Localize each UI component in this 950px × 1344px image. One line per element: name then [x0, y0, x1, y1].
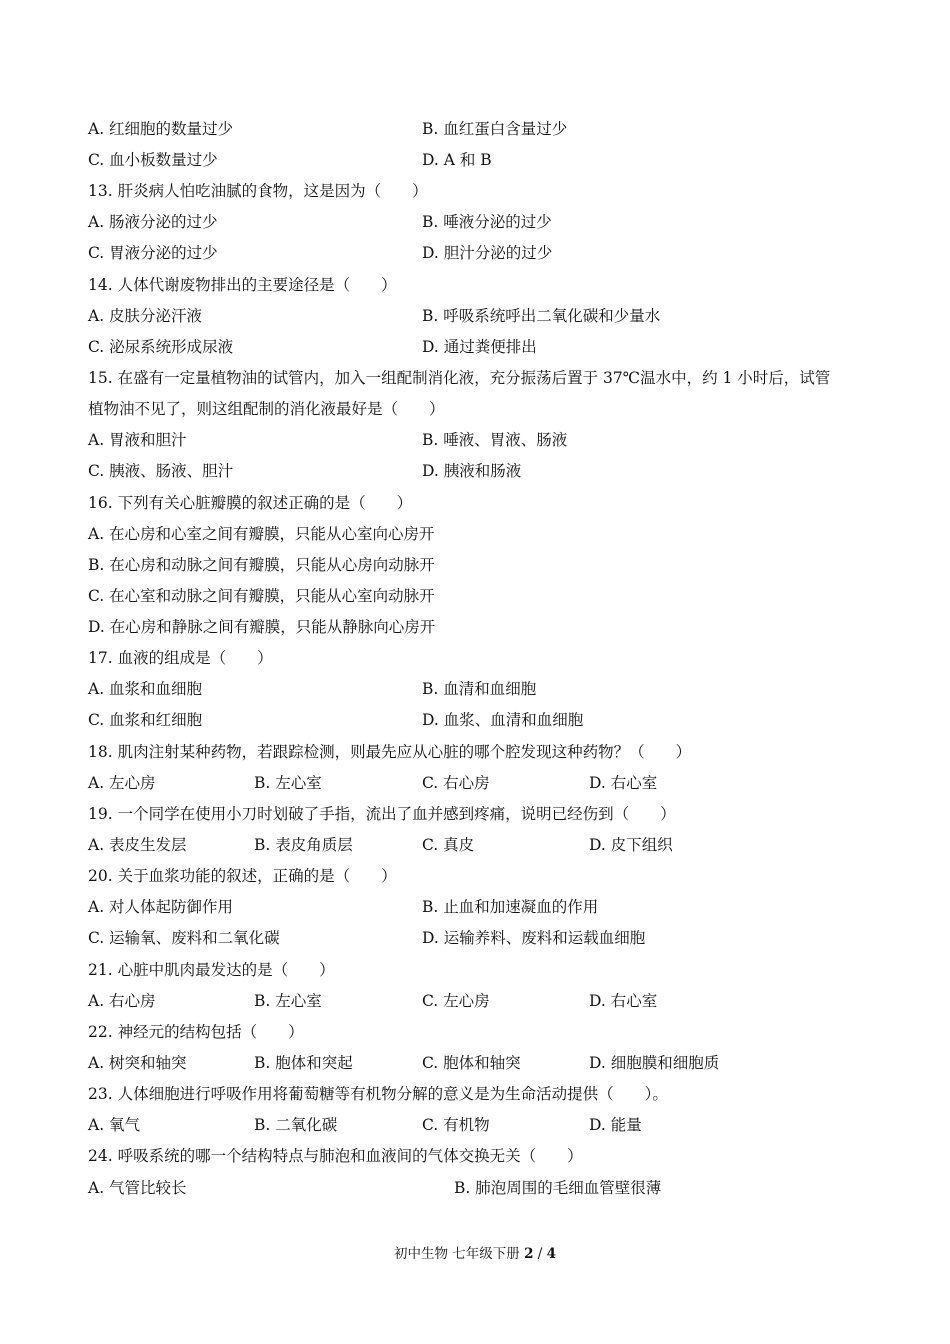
q14-option-c: C. 泌尿系统形成尿液	[88, 338, 234, 356]
q14-stem: 14. 人体代谢废物排出的主要途径是（ ）	[88, 276, 397, 294]
q18-option-a: A. 左心房	[88, 774, 156, 792]
q15-option-c: C. 胰液、肠液、胆汁	[88, 462, 234, 480]
q12-option-b: B. 血红蛋白含量过少	[422, 120, 568, 138]
q21-stem: 21. 心脏中肌肉最发达的是（ ）	[88, 961, 335, 979]
q15-option-d: D. 胰液和肠液	[422, 462, 522, 480]
q16-option-d: D. 在心房和静脉之间有瓣膜，只能从静脉向心房开	[88, 618, 436, 636]
q15-stem-line1: 15. 在盛有一定量植物油的试管内，加入一组配制消化液，充分振荡后置于 37℃温水中，约 1 小时后，试管	[88, 369, 831, 387]
q16-option-c: C. 在心室和动脉之间有瓣膜，只能从心室向动脉开	[88, 587, 435, 605]
q24-option-a: A. 气管比较长	[88, 1179, 187, 1197]
q23-option-d: D. 能量	[589, 1116, 642, 1134]
q15-option-a: A. 胃液和胆汁	[88, 431, 187, 449]
q17-option-a: A. 血浆和血细胞	[88, 680, 203, 698]
q18-option-d: D. 右心室	[589, 774, 658, 792]
q24-option-b: B. 肺泡周围的毛细血管壁很薄	[454, 1179, 662, 1197]
footer-subject: 初中生物 七年级下册	[393, 1246, 525, 1262]
q23-option-a: A. 氧气	[88, 1116, 141, 1134]
q20-stem: 20. 关于血浆功能的叙述，正确的是（ ）	[88, 867, 397, 885]
q13-option-a: A. 肠液分泌的过少	[88, 213, 218, 231]
q17-stem: 17. 血液的组成是（ ）	[88, 649, 273, 667]
q22-option-a: A. 树突和轴突	[88, 1054, 187, 1072]
q21-option-d: D. 右心室	[589, 992, 658, 1010]
q21-option-b: B. 左心室	[254, 992, 322, 1010]
q13-option-c: C. 胃液分泌的过少	[88, 244, 218, 262]
q20-option-d: D. 运输养料、废料和运载血细胞	[422, 929, 646, 947]
q17-option-c: C. 血浆和红细胞	[88, 711, 203, 729]
q22-option-c: C. 胞体和轴突	[422, 1054, 521, 1072]
q23-stem: 23. 人体细胞进行呼吸作用将葡萄糖等有机物分解的意义是为生命活动提供（ ）。	[88, 1085, 668, 1103]
footer-page-number: 2	[524, 1246, 534, 1262]
q19-option-a: A. 表皮生发层	[88, 836, 187, 854]
q21-option-c: C. 左心房	[422, 992, 490, 1010]
q16-option-b: B. 在心房和动脉之间有瓣膜，只能从心房向动脉开	[88, 556, 435, 574]
q18-option-b: B. 左心室	[254, 774, 322, 792]
q16-option-a: A. 在心房和心室之间有瓣膜，只能从心室向心房开	[88, 525, 435, 543]
q20-option-a: A. 对人体起防御作用	[88, 898, 234, 916]
q22-option-d: D. 细胞膜和细胞质	[589, 1054, 720, 1072]
q18-option-c: C. 右心房	[422, 774, 490, 792]
q23-option-b: B. 二氧化碳	[254, 1116, 338, 1134]
q22-stem: 22. 神经元的结构包括（ ）	[88, 1023, 304, 1041]
q22-option-b: B. 胞体和突起	[254, 1054, 353, 1072]
q12-option-a: A. 红细胞的数量过少	[88, 120, 234, 138]
q19-stem: 19. 一个同学在使用小刀时划破了手指，流出了血并感到疼痛，说明已经伤到（ ）	[88, 805, 676, 823]
q20-option-c: C. 运输氧、废料和二氧化碳	[88, 929, 280, 947]
page-footer	[0, 1244, 950, 1264]
q20-option-b: B. 止血和加速凝血的作用	[422, 898, 599, 916]
q23-option-c: C. 有机物	[422, 1116, 490, 1134]
q15-option-b: B. 唾液、胃液、肠液	[422, 431, 568, 449]
q14-option-a: A. 皮肤分泌汗液	[88, 307, 203, 325]
footer-separator: /	[533, 1246, 547, 1262]
q15-stem-line2: 植物油不见了，则这组配制的消化液最好是（ ）	[88, 400, 445, 418]
q12-option-d: D. A 和 B	[422, 151, 492, 169]
q21-option-a: A. 右心房	[88, 992, 156, 1010]
q17-option-d: D. 血浆、血清和血细胞	[422, 711, 584, 729]
footer-page-total: 4	[546, 1246, 557, 1262]
q14-option-d: D. 通过粪便排出	[422, 338, 537, 356]
q13-stem: 13. 肝炎病人怕吃油腻的食物，这是因为（ ）	[88, 182, 428, 200]
q19-option-d: D. 皮下组织	[589, 836, 673, 854]
q13-option-d: D. 胆汁分泌的过少	[422, 244, 553, 262]
q17-option-b: B. 血清和血细胞	[422, 680, 537, 698]
q24-stem: 24. 呼吸系统的哪一个结构特点与肺泡和血液间的气体交换无关（ ）	[88, 1147, 583, 1165]
q19-option-c: C. 真皮	[422, 836, 475, 854]
q14-option-b: B. 呼吸系统呼出二氧化碳和少量水	[422, 307, 661, 325]
q12-option-c: C. 血小板数量过少	[88, 151, 218, 169]
q13-option-b: B. 唾液分泌的过少	[422, 213, 552, 231]
q19-option-b: B. 表皮角质层	[254, 836, 353, 854]
q18-stem: 18. 肌肉注射某种药物，若跟踪检测，则最先应从心脏的哪个腔发现这种药物？（ ）	[88, 743, 692, 761]
q16-stem: 16. 下列有关心脏瓣膜的叙述正确的是（ ）	[88, 494, 413, 512]
